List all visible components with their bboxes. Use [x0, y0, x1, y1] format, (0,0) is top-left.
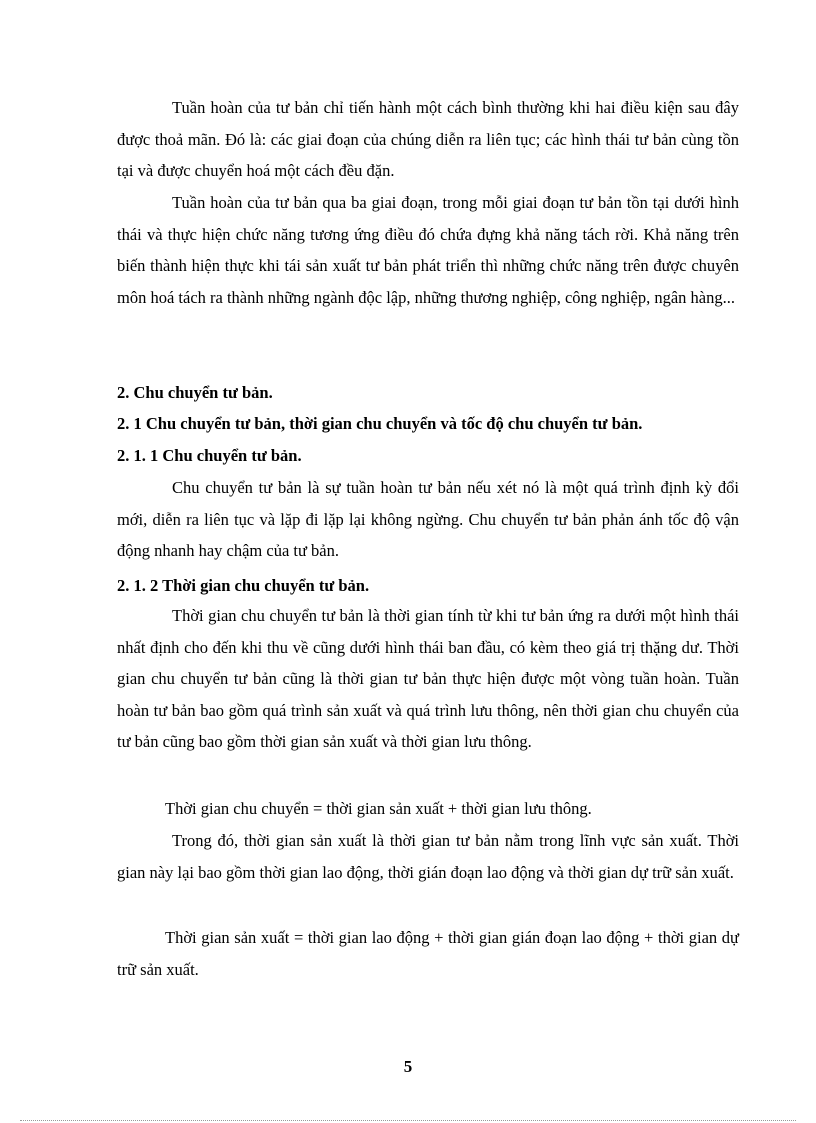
heading-section-2-1: 2. 1 Chu chuyển tư bản, thời gian chu chuyển và tốc độ chu chuyển tư bản. [117, 414, 643, 433]
page-number: 5 [403, 1057, 413, 1076]
paragraph-production-equation: Thời gian sản xuất = thời gian lao động + thời gian gián đoạn lao động + thời gian dự trữ sản xuất. [117, 928, 739, 979]
paragraph-circuit-conditions: Tuần hoàn của tư bản chỉ tiến hành một cách bình thường khi hai điều kiện sau đây được thoả mãn. Đó là: các giai đoạn của chúng diễn ra liên tục; các hình thái tư bản cùng tồn tại và được chuyển hoá một cách đều đặn. [117, 98, 739, 180]
heading-section-2: 2. Chu chuyển tư bản. [117, 383, 273, 402]
paragraph-turnover-equation: Thời gian chu chuyển = thời gian sản xuất + thời gian lưu thông. [165, 799, 592, 818]
paragraph-turnover-time: Thời gian chu chuyển tư bản là thời gian tính từ khi tư bản ứng ra dưới một hình thái nhất định cho đến khi thu về cũng dưới hình thái ban đầu, có kèm theo giá trị thặng dư. Thời gian chu chuyển tư bản cũng là thời gian tư bản thực hiện được một vòng tuần hoàn. Tuần hoàn tư bản bao gồm quá trình sản xuất và quá trình lưu thông, nên thời gian chu chuyển của tư bản cũng bao gồm thời gian sản xuất và thời gian lưu thông. [117, 606, 739, 751]
paragraph-production-time: Trong đó, thời gian sản xuất là thời gian tư bản nằm trong lĩnh vực sản xuất. Thời gian này lại bao gồm thời gian lao động, thời gián đoạn lao động và thời gian dự trữ sản xuất. [117, 831, 739, 882]
heading-section-2-1-1: 2. 1. 1 Chu chuyển tư bản. [117, 446, 302, 465]
paragraph-turnover-definition: Chu chuyển tư bản là sự tuần hoàn tư bản nếu xét nó là một quá trình định kỳ đổi mới, diễn ra liên tục và lặp đi lặp lại không ngừng. Chu chuyển tư bản phản ánh tốc độ vận động nhanh hay chậm của tư bản. [117, 478, 739, 560]
page-bottom-divider [20, 1120, 796, 1121]
heading-section-2-1-2: 2. 1. 2 Thời gian chu chuyển tư bản. [117, 576, 370, 595]
paragraph-circuit-stages: Tuần hoàn của tư bản qua ba giai đoạn, trong mỗi giai đoạn tư bản tồn tại dưới hình thái và thực hiện chức năng tương ứng điều đó chứa đựng khả năng tách rời. Khả năng trên biến thành hiện thực khi tái sản xuất tư bản phát triển thì những chức năng trên được chuyên môn hoá tách ra thành những ngành độc lập, những thương nghiệp, công nghiệp, ngân hàng... [117, 193, 739, 307]
